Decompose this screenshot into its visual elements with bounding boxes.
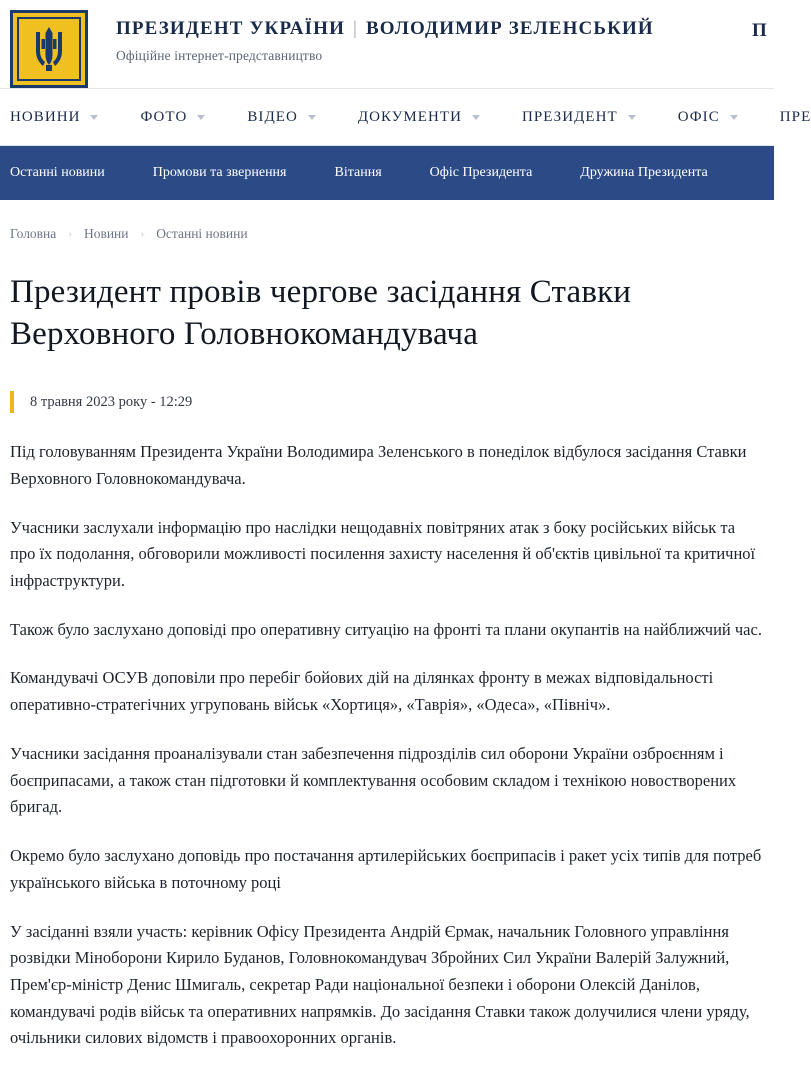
breadcrumb-item-home[interactable]: Головна	[10, 226, 57, 241]
nav-item-press[interactable]	[780, 109, 811, 126]
article-paragraph: Під головуванням Президента України Володимира Зеленського в понеділок відбулося засідання Ставки Верховного Головнокомандувача.	[10, 442, 747, 488]
article-paragraph: Також було заслухано доповіді про оперативну ситуацію на фронті та плани окупантів на найближчий час.	[10, 619, 762, 639]
ukraine-coat-of-arms-icon[interactable]	[10, 10, 88, 88]
nav-item-office[interactable]	[678, 109, 738, 126]
site-title-main: ПРЕЗИДЕНТ УКРАЇНИ	[116, 18, 345, 39]
nav-item-news[interactable]	[10, 109, 98, 126]
chevron-down-icon	[197, 115, 205, 120]
nav-item-documents[interactable]	[358, 109, 480, 126]
page-title: Президент провів чергове засідання Ставки Верховного Головнокомандувача	[10, 274, 632, 352]
article-paragraph: Учасники засідання проаналізували стан забезпечення підрозділів сил оборони України озброєнням і боєприпасами, а також стан підготовки й комплектування особовим складом і технікою новостворених бригад.	[10, 743, 737, 817]
site-header	[0, 0, 774, 88]
article-date-row	[10, 391, 764, 413]
page-content	[0, 200, 774, 1076]
chevron-down-icon	[90, 115, 98, 120]
sub-nav-item-presidents-wife[interactable]: Дружина Президента	[580, 165, 708, 180]
accent-bar	[10, 391, 14, 413]
article-paragraph: У засіданні взяли участь: керівник Офісу Президента Андрій Єрмак, начальник Головного управління розвідки Міноборони Кирило Буданов, Головнокомандувач Збройних Сил України Валерій Залужний, Прем'єр-міністр Денис Шмигаль, секретар Ради національної безпеки і оборони Олексій Данілов, командувачі родів військ та оперативних напрямків. До засідання Ставки також долучилися члени уряду, очільники силових відомств і правоохоронних органів.	[10, 921, 750, 1048]
nav-item-label: ДОКУМЕНТИ	[357, 108, 462, 125]
site-title[interactable]	[116, 18, 654, 40]
sub-navigation	[0, 146, 774, 200]
sub-nav-item-greetings[interactable]: Вітання	[334, 165, 382, 180]
trident-icon	[32, 25, 66, 73]
nav-item-label: ПРЕЗИДЕНТ	[522, 108, 618, 125]
header-text-block	[116, 10, 654, 64]
nav-item-president[interactable]	[522, 109, 636, 126]
nav-item-label: ПРЕ	[779, 108, 811, 125]
sub-nav-item-latest-news[interactable]: Останні новини	[10, 165, 105, 180]
breadcrumb	[10, 200, 764, 250]
article-paragraph: Учасники заслухали інформацію про наслідки нещодавніх повітряних атак з боку російських військ та про їх подолання, обговорили можливості посилення захисту населення й об'єктів цивільної та критичної інфраструктури.	[10, 517, 756, 591]
nav-item-label: ОФІС	[677, 108, 720, 125]
site-title-separator: |	[353, 18, 358, 39]
site-title-person: ВОЛОДИМИР ЗЕЛЕНСЬКИЙ	[365, 18, 654, 39]
breadcrumb-item-news[interactable]: Новини	[83, 226, 129, 241]
nav-item-label: ВІДЕО	[247, 108, 298, 125]
chevron-down-icon	[628, 115, 636, 120]
chevron-right-icon: ›	[68, 228, 72, 240]
chevron-down-icon	[308, 115, 316, 120]
nav-item-label: НОВИНИ	[10, 108, 81, 125]
nav-item-video[interactable]	[247, 109, 315, 126]
article-date: 8 травня 2023 року - 12:29	[30, 393, 193, 410]
header-right-fragment: П	[752, 20, 768, 41]
sub-nav-item-speeches[interactable]: Промови та звернення	[152, 165, 287, 180]
sub-nav-item-presidents-office[interactable]: Офіс Президента	[429, 165, 533, 180]
breadcrumb-item-latest-news[interactable]: Останні новини	[156, 226, 248, 241]
article-paragraph: Командувачі ОСУВ доповіли про перебіг бойових дій на ділянках фронту в межах відповідальності оперативно-стратегічних угруповань військ «Хортиця», «Таврія», «Одеса», «Північ».	[10, 668, 714, 715]
chevron-down-icon	[730, 115, 738, 120]
site-subtitle: Офіційне інтернет-представництво	[116, 48, 323, 63]
article-body	[10, 439, 764, 1052]
nav-item-photo[interactable]	[140, 109, 205, 126]
chevron-right-icon: ›	[140, 228, 145, 240]
chevron-down-icon	[472, 115, 480, 120]
article-paragraph: Окремо було заслухано доповідь про постачання артилерійських боєприпасів і ракет усіх типів для потреб українського війська в поточному році	[10, 846, 762, 892]
nav-item-label: ФОТО	[140, 108, 188, 125]
bottom-spacer	[10, 1052, 764, 1076]
main-navigation	[0, 88, 811, 146]
